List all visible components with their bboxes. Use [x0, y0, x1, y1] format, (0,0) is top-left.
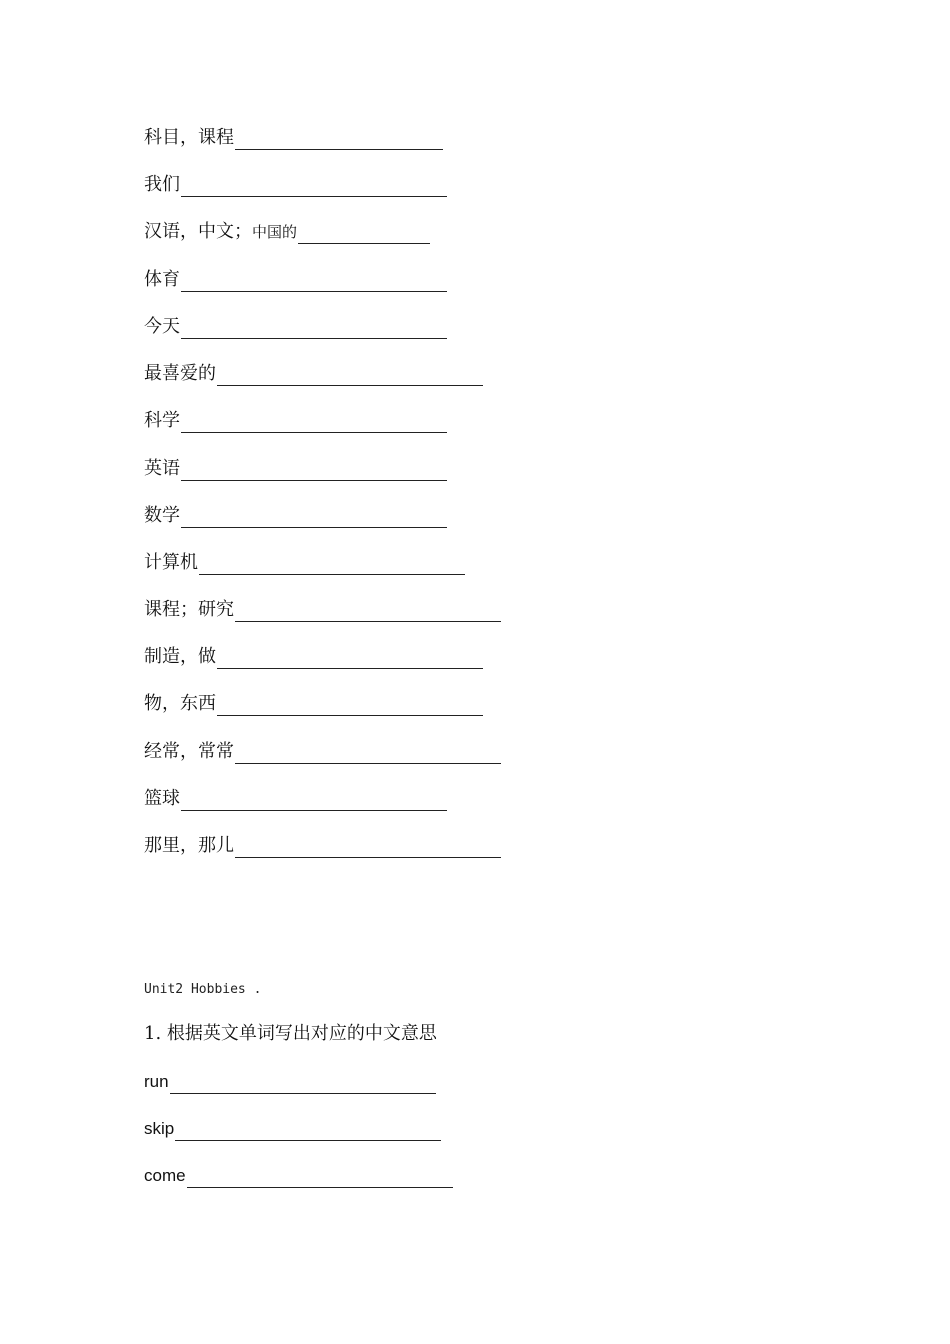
vocab-line-maths	[144, 504, 447, 528]
answer-blank[interactable]	[181, 460, 447, 481]
vocab-label: 汉语，中文；	[144, 221, 252, 242]
answer-blank[interactable]	[235, 743, 501, 764]
answer-blank[interactable]	[235, 601, 501, 622]
answer-blank[interactable]	[298, 223, 430, 244]
vocab-line-favourite	[144, 362, 483, 386]
vocab-label: 最喜爱的	[144, 363, 216, 384]
vocab-label: 体育	[144, 269, 180, 290]
answer-blank[interactable]	[181, 176, 447, 197]
answer-blank[interactable]	[181, 790, 447, 811]
answer-blank[interactable]	[175, 1120, 441, 1141]
vocab-label: 篮球	[144, 788, 180, 809]
vocab-label: 科目，课程	[144, 127, 234, 148]
answer-blank[interactable]	[170, 1073, 436, 1094]
word-label: skip	[144, 1119, 175, 1138]
answer-blank[interactable]	[181, 507, 447, 528]
answer-blank[interactable]	[181, 271, 447, 292]
instruction-text: 1. 根据英文单词写出对应的中文意思	[144, 1023, 437, 1044]
word-line-skip	[144, 1117, 441, 1141]
answer-blank[interactable]	[217, 695, 483, 716]
answer-blank[interactable]	[217, 648, 483, 669]
vocab-label-small: 中国的	[252, 223, 298, 241]
vocab-line-pe	[144, 268, 447, 292]
vocab-label: 英语	[144, 458, 180, 479]
answer-blank[interactable]	[199, 554, 465, 575]
vocab-line-science	[144, 409, 447, 433]
answer-blank[interactable]	[181, 318, 447, 339]
vocab-line-there	[144, 834, 501, 858]
answer-blank[interactable]	[181, 412, 447, 433]
unit2-instruction	[144, 1022, 437, 1046]
word-label: run	[144, 1072, 169, 1091]
vocab-line-chinese	[144, 220, 430, 244]
vocab-label: 今天	[144, 316, 180, 337]
vocab-label: 制造，做	[144, 646, 216, 667]
word-label: come	[144, 1166, 186, 1185]
answer-blank[interactable]	[217, 365, 483, 386]
answer-blank[interactable]	[235, 837, 501, 858]
word-line-run	[144, 1070, 436, 1094]
vocab-line-basketball	[144, 787, 447, 811]
vocab-line-study	[144, 598, 501, 622]
vocab-label: 计算机	[144, 552, 198, 573]
vocab-label: 科学	[144, 410, 180, 431]
vocab-label: 数学	[144, 505, 180, 526]
vocab-label: 课程；研究	[144, 599, 234, 620]
answer-blank[interactable]	[187, 1167, 453, 1188]
vocab-label: 我们	[144, 174, 180, 195]
vocab-label: 那里，那儿	[144, 835, 234, 856]
vocab-line-thing	[144, 692, 483, 716]
vocab-line-subject	[144, 126, 443, 150]
vocab-line-often	[144, 740, 501, 764]
vocab-label: 经常，常常	[144, 741, 234, 762]
answer-blank[interactable]	[235, 129, 443, 150]
vocab-line-make	[144, 645, 483, 669]
word-line-come	[144, 1164, 453, 1188]
unit2-heading	[144, 978, 261, 1002]
vocab-line-english	[144, 457, 447, 481]
vocab-line-we	[144, 173, 447, 197]
unit-heading-text: Unit2 Hobbies .	[144, 982, 262, 997]
vocab-line-today	[144, 315, 447, 339]
vocab-line-computer	[144, 551, 465, 575]
vocab-label: 物，东西	[144, 693, 216, 714]
